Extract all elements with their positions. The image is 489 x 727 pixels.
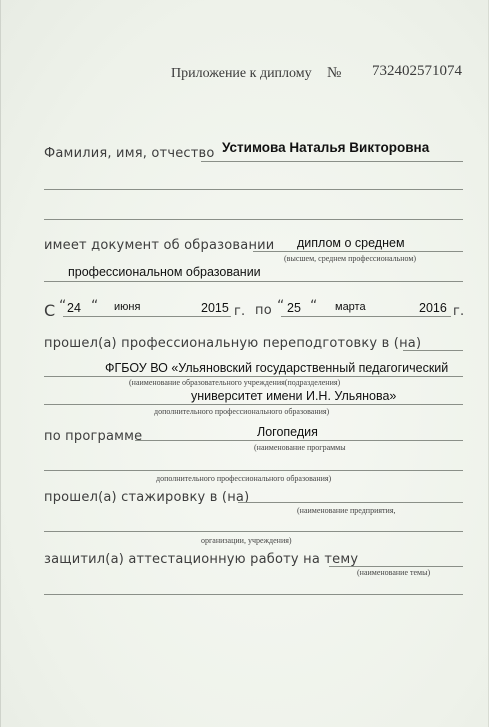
program-line-2 xyxy=(44,470,463,471)
from-day-line xyxy=(63,316,101,317)
from-year: 2015 xyxy=(201,301,229,315)
education-value-line2: профессиональном образовании xyxy=(68,265,261,279)
internship-line-2 xyxy=(44,531,463,532)
retraining-org-line xyxy=(44,376,463,377)
education-label: имеет документ об образовании xyxy=(44,238,275,253)
thesis-note: (наименование темы) xyxy=(357,568,431,577)
quote-open: “ xyxy=(59,298,67,314)
internship-line xyxy=(238,502,463,503)
fio-value: Устимова Наталья Викторовна xyxy=(222,140,430,155)
to-day-line xyxy=(281,316,321,317)
program-value: Логопедия xyxy=(257,425,318,439)
program-note: (наименование программы xyxy=(254,443,346,452)
to-month: марта xyxy=(335,301,366,313)
from-month: июня xyxy=(114,301,141,313)
blank-line xyxy=(44,189,463,190)
period-from-prefix: С xyxy=(44,301,56,320)
education-note: (высшем, среднем профессиональном) xyxy=(284,254,417,263)
year-suffix-2: г. xyxy=(453,304,465,319)
from-day: 24 xyxy=(67,301,81,315)
retraining-org-note: (наименование образовательного учреждения(подразделения) xyxy=(129,378,341,387)
fio-line xyxy=(201,161,463,162)
quote-close: “ xyxy=(91,298,99,314)
internship-note-2: организации, учреждения) xyxy=(201,536,292,545)
education-value-line1: диплом о среднем xyxy=(297,236,405,250)
internship-note: (наименование предприятия, xyxy=(297,506,396,515)
from-month-line xyxy=(101,316,198,317)
blank-line xyxy=(44,219,463,220)
education-line xyxy=(253,251,463,252)
retraining-org-line1: ФГБОУ ВО «Ульяновский государственный педагогический xyxy=(105,361,449,375)
retraining-line xyxy=(403,350,463,351)
thesis-line-2 xyxy=(44,594,463,595)
to-year-line xyxy=(413,316,451,317)
program-extra-note: дополнительного профессионального образования) xyxy=(156,474,332,483)
program-line xyxy=(135,440,463,441)
quote-close: “ xyxy=(310,298,318,314)
retraining-org-line-2 xyxy=(44,404,463,405)
internship-label: прошел(а) стажировку в (на) xyxy=(44,490,250,505)
to-year: 2016 xyxy=(419,301,447,315)
program-label: по программе xyxy=(44,429,143,444)
retraining-extra-note: дополнительного профессионального образования) xyxy=(154,407,330,416)
education-line-2 xyxy=(44,281,463,282)
retraining-label: прошел(а) профессиональную переподготовку в (на) xyxy=(44,336,422,351)
retraining-org-line2: университет имени И.Н. Ульянова» xyxy=(191,389,397,403)
thesis-line xyxy=(329,566,463,567)
period-to-prefix: по xyxy=(255,303,272,318)
to-day: 25 xyxy=(287,301,301,315)
fio-label: Фамилия, имя, отчество xyxy=(44,146,215,161)
appendix-label: Приложение к диплому xyxy=(171,66,312,81)
year-suffix-1: г. xyxy=(234,304,246,319)
diploma-number: 732402571074 xyxy=(372,63,462,79)
thesis-label: защитил(а) аттестационную работу на тему xyxy=(44,552,359,567)
from-year-line xyxy=(198,316,231,317)
quote-open: “ xyxy=(277,298,285,314)
to-month-line xyxy=(321,316,413,317)
number-sign: № xyxy=(327,65,342,81)
